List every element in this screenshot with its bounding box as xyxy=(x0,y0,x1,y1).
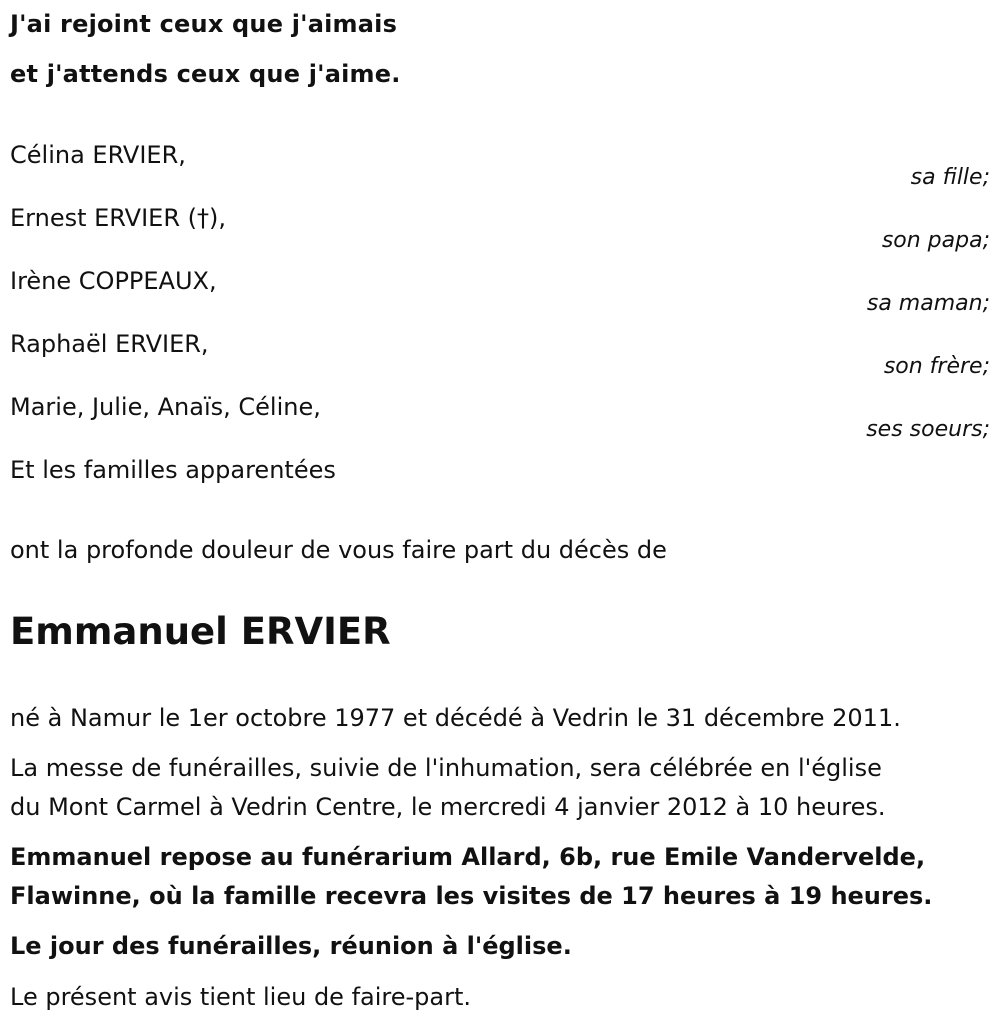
motto-line-1: J'ai rejoint ceux que j'aimais xyxy=(10,10,398,38)
deceased-name: Emmanuel ERVIER xyxy=(10,610,391,653)
family-member-relation: son papa; xyxy=(881,228,990,253)
mass-text-line-2: du Mont Carmel à Vedrin Centre, le mercredi 4 janvier 2012 à 10 heures. xyxy=(10,793,886,821)
birth-death-text: né à Namur le 1er octobre 1977 et décédé à Vedrin le 31 décembre 2011. xyxy=(10,704,901,732)
mass-text-line-1: La messe de funérailles, suivie de l'inhumation, sera célébrée en l'église xyxy=(10,754,882,782)
family-member-relation: sa maman; xyxy=(866,291,990,316)
family-member-relation: sa fille; xyxy=(910,165,990,190)
notice-text: Le présent avis tient lieu de faire-part. xyxy=(10,983,472,1011)
family-member-name: Célina ERVIER, xyxy=(10,141,186,169)
family-member-name: Ernest ERVIER (†), xyxy=(10,204,226,232)
family-member-relation: son frère; xyxy=(883,354,990,379)
family-member-relation: ses soeurs; xyxy=(866,417,990,442)
announcement-text: ont la profonde douleur de vous faire part du décès de xyxy=(10,536,667,564)
family-member-name: Marie, Julie, Anaïs, Céline, xyxy=(10,393,321,421)
motto-line-2: et j'attends ceux que j'aime. xyxy=(10,60,401,88)
family-member-name: Irène COPPEAUX, xyxy=(10,267,217,295)
related-families: Et les familles apparentées xyxy=(10,456,336,484)
funeral-home-line-1: Emmanuel repose au funérarium Allard, 6b, rue Emile Vandervelde, xyxy=(10,843,926,871)
family-member-name: Raphaël ERVIER, xyxy=(10,330,209,358)
meeting-text: Le jour des funérailles, réunion à l'église. xyxy=(10,932,572,960)
funeral-home-line-2: Flawinne, où la famille recevra les visites de 17 heures à 19 heures. xyxy=(10,882,933,910)
